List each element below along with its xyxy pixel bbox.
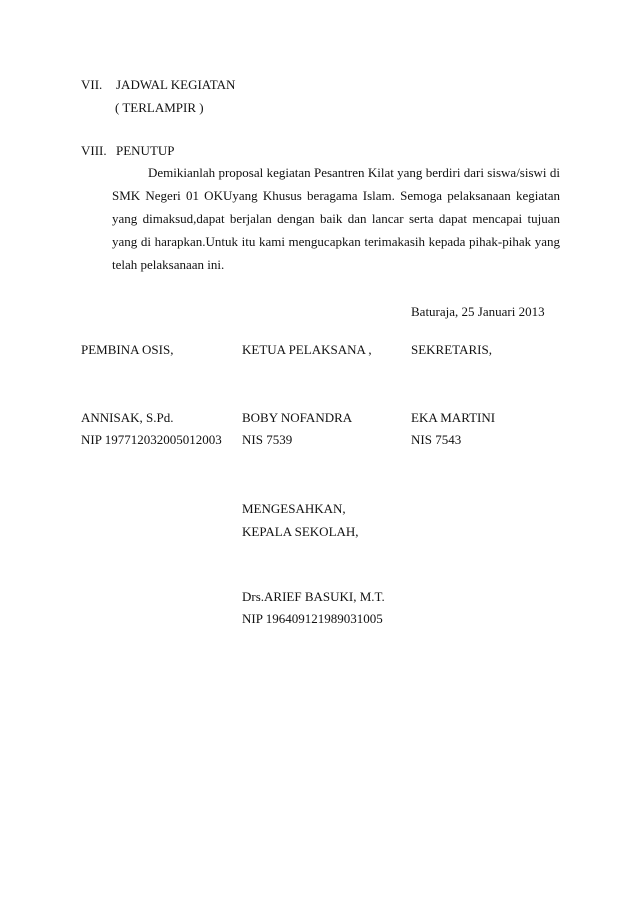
section-8-number: VIII. [81,143,107,158]
approval-heading: MENGESAHKAN, [242,501,346,516]
paragraph-line: SMK Negeri 01 OKUyang Khusus beragama Islam. Semoga pelaksanaan kegiatan [112,188,560,203]
approval-role: KEPALA SEKOLAH, [242,524,359,539]
paragraph-line: yang dimaksud,dapat berjalan dengan baik dan lancar serta dapat mencapai tujuan [112,211,560,226]
signatory-role-ketua: KETUA PELAKSANA , [242,342,372,357]
section-7-title: JADWAL KEGIATAN [116,77,236,92]
signatory-name-pembina: ANNISAK, S.Pd. [81,410,174,425]
section-7-number: VII. [81,77,103,92]
signatory-role-pembina: PEMBINA OSIS, [81,342,174,357]
signatory-id-ketua: NIS 7539 [242,432,293,447]
signatory-name-sekretaris: EKA MARTINI [411,410,496,425]
section-7-note: ( TERLAMPIR ) [115,100,204,115]
place-date: Baturaja, 25 Januari 2013 [411,304,545,319]
paragraph-line: Demikianlah proposal kegiatan Pesantren Kilat yang berdiri dari siswa/siswi di [148,165,560,180]
approval-name: Drs.ARIEF BASUKI, M.T. [242,589,385,604]
section-8-title: PENUTUP [116,143,175,158]
paragraph-line: yang di harapkan.Untuk itu kami mengucapkan terimakasih kepada pihak-pihak yang [112,234,560,249]
signatory-id-sekretaris: NIS 7543 [411,432,462,447]
signatory-id-pembina: NIP 197712032005012003 [81,432,222,447]
signatory-name-ketua: BOBY NOFANDRA [242,410,353,425]
approval-id: NIP 196409121989031005 [242,611,383,626]
signatory-role-sekretaris: SEKRETARIS, [411,342,492,357]
closing-paragraph [112,161,560,276]
paragraph-line: telah pelaksanaan ini. [112,257,225,272]
